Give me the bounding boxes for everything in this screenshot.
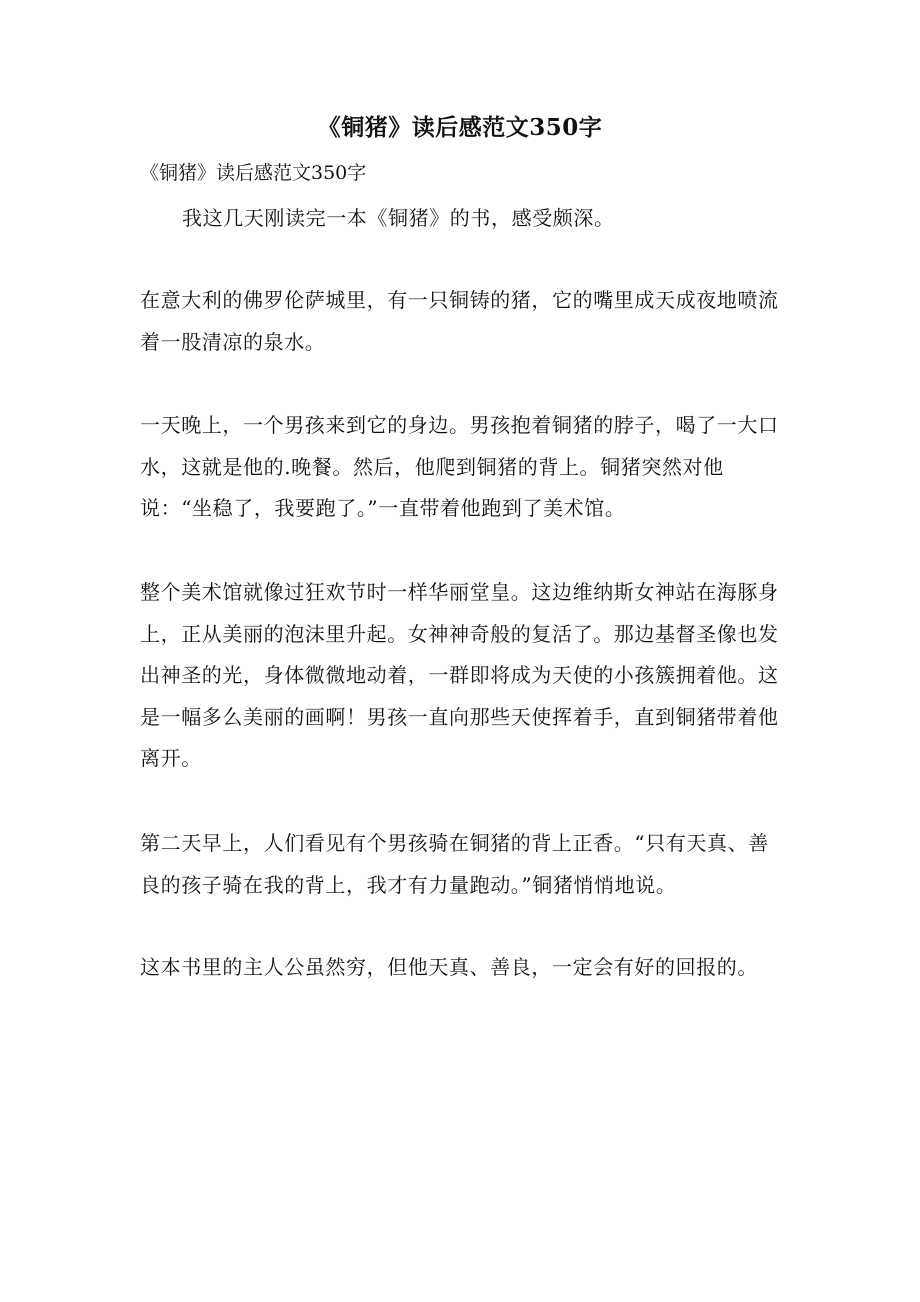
document-title: 《铜猪》读后感范文350字 (317, 114, 603, 141)
paragraph-museum: 整个美术馆就像过狂欢节时一样华丽堂皇。这边维纳斯女神站在海豚身上，正从美丽的泡沫里升起。女神神奇般的复活了。那边基督圣像也发出神圣的光，身体微微地动着，一群即将成为天使的小孩簇拥着他。这是一幅多么美丽的画啊！男孩一直向那些天使挥着手，直到铜猪带着他离开。 (140, 580, 779, 770)
paragraph-copper-pig: 在意大利的佛罗伦萨城里，有一只铜铸的猪，它的嘴里成天成夜地喷流着一股清凉的泉水。 (140, 288, 779, 354)
paragraph-intro: 我这几天刚读完一本《铜猪》的书，感受颇深。 (182, 206, 615, 230)
paragraph-next-morning: 第二天早上，人们看见有个男孩骑在铜猪的背上正香。“只有天真、善良的孩子骑在我的背上，我才有力量跑动。”铜猪悄悄地说。 (140, 831, 769, 897)
paragraph-conclusion: 这本书里的主人公虽然穷，但他天真、善良，一定会有好的回报的。 (140, 955, 758, 979)
paragraph-boy-arrives: 一天晚上，一个男孩来到它的身边。男孩抱着铜猪的脖子，喝了一大口水，这就是他的.晚餐。然后，他爬到铜猪的背上。铜猪突然对他说：“坐稳了，我要跑了。”一直带着他跑到了美术馆。 (140, 413, 779, 520)
document-subtitle: 《铜猪》读后感范文350字 (140, 162, 367, 184)
